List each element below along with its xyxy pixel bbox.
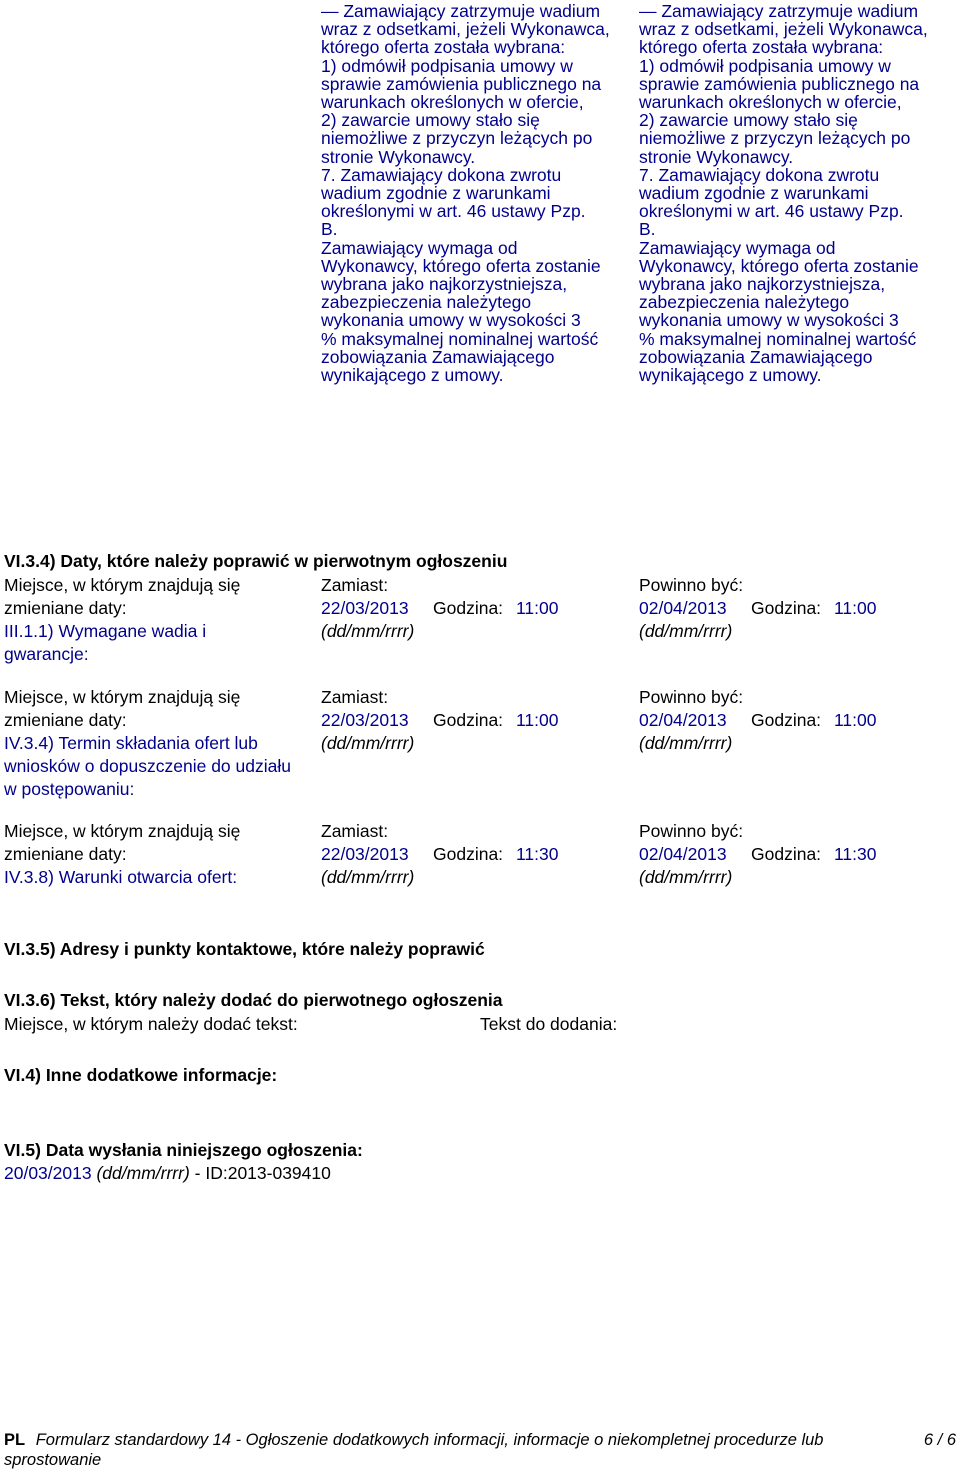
row-1-place-line-2: gwarancje: (4, 644, 89, 664)
row-2-instead-time-label: Godzina: (433, 710, 504, 730)
row-1-should-format: (dd/mm/rrrr) (639, 621, 733, 641)
place-label-line-2: zmieniane daty: (4, 844, 127, 864)
powinno-text-line: — Zamawiający zatrzymuje wadium (639, 1, 919, 21)
powinno-text-line: stronie Wykonawcy. (639, 146, 794, 167)
powinno-text-column (639, 2, 928, 384)
should-label: Powinno być: (639, 821, 744, 841)
zamiast-text-line: wraz z odsetkami, jeżeli Wykonawca, (321, 19, 610, 40)
zamiast-text-line: określonymi w art. 46 ustawy Pzp. (321, 201, 586, 222)
zamiast-text-line: niemożliwe z przyczyn leżących po (321, 128, 593, 149)
send-date-line (4, 1164, 331, 1182)
row-3-instead-format: (dd/mm/rrrr) (321, 867, 415, 887)
add-text-place-label: Miejsce, w którym należy dodać tekst: (4, 1014, 298, 1034)
place-label-line-1: Miejsce, w którym znajdują się (4, 575, 241, 595)
row-3-should-time-label: Godzina: (751, 844, 822, 864)
powinno-text-line: określonymi w art. 46 ustawy Pzp. (639, 201, 904, 222)
zamiast-text-column (321, 2, 610, 384)
powinno-text-line: % maksymalnej nominalnej wartość (639, 328, 917, 349)
row-2-should-time: 11:00 (834, 710, 877, 730)
row-3-should-format: (dd/mm/rrrr) (639, 867, 733, 887)
row-3-should-time: 11:30 (834, 844, 877, 864)
zamiast-text-line: — Zamawiający zatrzymuje wadium (321, 1, 601, 21)
row-3-should-date: 02/04/2013 (639, 844, 727, 864)
powinno-text-line: B. (639, 219, 656, 240)
row-2-place-line-3: w postępowaniu: (4, 779, 135, 799)
zamiast-text-line: wykonania umowy w wysokości 3 (321, 310, 581, 331)
zamiast-text-line: zobowiązania Zamawiającego (321, 346, 555, 367)
powinno-text-line: którego oferta została wybrana: (639, 37, 884, 58)
instead-label: Zamiast: (321, 575, 389, 595)
powinno-text-line: wraz z odsetkami, jeżeli Wykonawca, (639, 19, 928, 40)
section-636-heading: VI.3.6) Tekst, który należy dodać do pierwotnego ogłoszenia (4, 990, 503, 1010)
row-1-should-time: 11:00 (834, 598, 877, 618)
place-label-line-1: Miejsce, w którym znajdują się (4, 821, 241, 841)
row-1-instead-time: 11:00 (516, 598, 559, 618)
powinno-text-line: wykonania umowy w wysokości 3 (639, 310, 899, 331)
footer-page-number: 6 / 6 (923, 1431, 956, 1449)
place-label-line-2: zmieniane daty: (4, 598, 127, 618)
row-1-instead-format: (dd/mm/rrrr) (321, 621, 415, 641)
powinno-text-line: zabezpieczenia należytego (639, 292, 850, 313)
row-2-instead-format: (dd/mm/rrrr) (321, 733, 415, 753)
powinno-text-line: Zamawiający wymaga od (639, 237, 836, 258)
row-1-place-line-1: III.1.1) Wymagane wadia i (4, 621, 207, 641)
row-1-should-time-label: Godzina: (751, 598, 822, 618)
row-3-instead-time: 11:30 (516, 844, 559, 864)
row-2-should-date: 02/04/2013 (639, 710, 727, 730)
send-date: 20/03/2013 (4, 1163, 92, 1183)
zamiast-text-line: 2) zawarcie umowy stało się (321, 110, 540, 131)
powinno-text-line: wadium zgodnie z warunkami (639, 183, 869, 204)
row-2-should-format: (dd/mm/rrrr) (639, 733, 733, 753)
row-1-instead-date: 22/03/2013 (321, 598, 409, 618)
notice-id: - ID:2013-039410 (194, 1163, 331, 1183)
section-635-heading: VI.3.5) Adresy i punkty kontaktowe, które należy poprawić (4, 939, 485, 959)
powinno-text-line: sprawie zamówienia publicznego na (639, 73, 920, 94)
row-2-instead-date: 22/03/2013 (321, 710, 409, 730)
place-label-line-2: zmieniane daty: (4, 710, 127, 730)
zamiast-text-line: Zamawiający wymaga od (321, 237, 518, 258)
send-date-format: (dd/mm/rrrr) (96, 1163, 190, 1183)
zamiast-text-line: wybrana jako najkorzystniejsza, (321, 274, 568, 295)
instead-label: Zamiast: (321, 821, 389, 841)
section-64-heading: VI.4) Inne dodatkowe informacje: (4, 1065, 278, 1085)
zamiast-text-line: sprawie zamówienia publicznego na (321, 73, 602, 94)
powinno-text-line: 2) zawarcie umowy stało się (639, 110, 858, 131)
row-2-place-line-2: wniosków o dopuszczenie do udziału (4, 756, 291, 776)
row-2-instead-time: 11:00 (516, 710, 559, 730)
zamiast-text-line: wynikającego z umowy. (321, 365, 504, 386)
row-2-should-time-label: Godzina: (751, 710, 822, 730)
instead-label: Zamiast: (321, 687, 389, 707)
powinno-text-line: warunkach określonych w ofercie, (639, 92, 902, 113)
zamiast-text-line: 7. Zamawiający dokona zwrotu (321, 164, 562, 185)
should-label: Powinno być: (639, 687, 744, 707)
add-text-label: Tekst do dodania: (480, 1014, 618, 1034)
zamiast-text-line: % maksymalnej nominalnej wartość (321, 328, 599, 349)
row-3-place-line-1: IV.3.8) Warunki otwarcia ofert: (4, 867, 238, 887)
zamiast-text-line: warunkach określonych w ofercie, (321, 92, 584, 113)
footer-form-title: Formularz standardowy 14 - Ogłoszenie dodatkowych informacji, informacje o niekompletnej procedurze lub sprostowanie (4, 1431, 824, 1469)
should-label: Powinno być: (639, 575, 744, 595)
powinno-text-line: niemożliwe z przyczyn leżących po (639, 128, 911, 149)
row-1-should-date: 02/04/2013 (639, 598, 727, 618)
zamiast-text-line: Wykonawcy, którego oferta zostanie (321, 255, 601, 276)
zamiast-text-line: wadium zgodnie z warunkami (321, 183, 551, 204)
row-3-instead-date: 22/03/2013 (321, 844, 409, 864)
zamiast-text-line: stronie Wykonawcy. (321, 146, 476, 167)
row-3-instead-time-label: Godzina: (433, 844, 504, 864)
place-label-line-1: Miejsce, w którym znajdują się (4, 687, 241, 707)
zamiast-text-line: którego oferta została wybrana: (321, 37, 566, 58)
zamiast-text-line: zabezpieczenia należytego (321, 292, 532, 313)
powinno-text-line: 1) odmówił podpisania umowy w (639, 55, 891, 76)
footer-lang: PL (4, 1431, 26, 1449)
powinno-text-line: zobowiązania Zamawiającego (639, 346, 873, 367)
powinno-text-line: wynikającego z umowy. (639, 365, 822, 386)
zamiast-text-line: 1) odmówił podpisania umowy w (321, 55, 573, 76)
powinno-text-line: Wykonawcy, którego oferta zostanie (639, 255, 919, 276)
row-1-instead-time-label: Godzina: (433, 598, 504, 618)
powinno-text-line: wybrana jako najkorzystniejsza, (639, 274, 886, 295)
zamiast-text-line: B. (321, 219, 338, 240)
row-2-place-line-1: IV.3.4) Termin składania ofert lub (4, 733, 258, 753)
section-634-heading: VI.3.4) Daty, które należy poprawić w pierwotnym ogłoszeniu (4, 551, 508, 571)
section-65-heading: VI.5) Data wysłania niniejszego ogłoszenia: (4, 1140, 363, 1160)
powinno-text-line: 7. Zamawiający dokona zwrotu (639, 164, 880, 185)
